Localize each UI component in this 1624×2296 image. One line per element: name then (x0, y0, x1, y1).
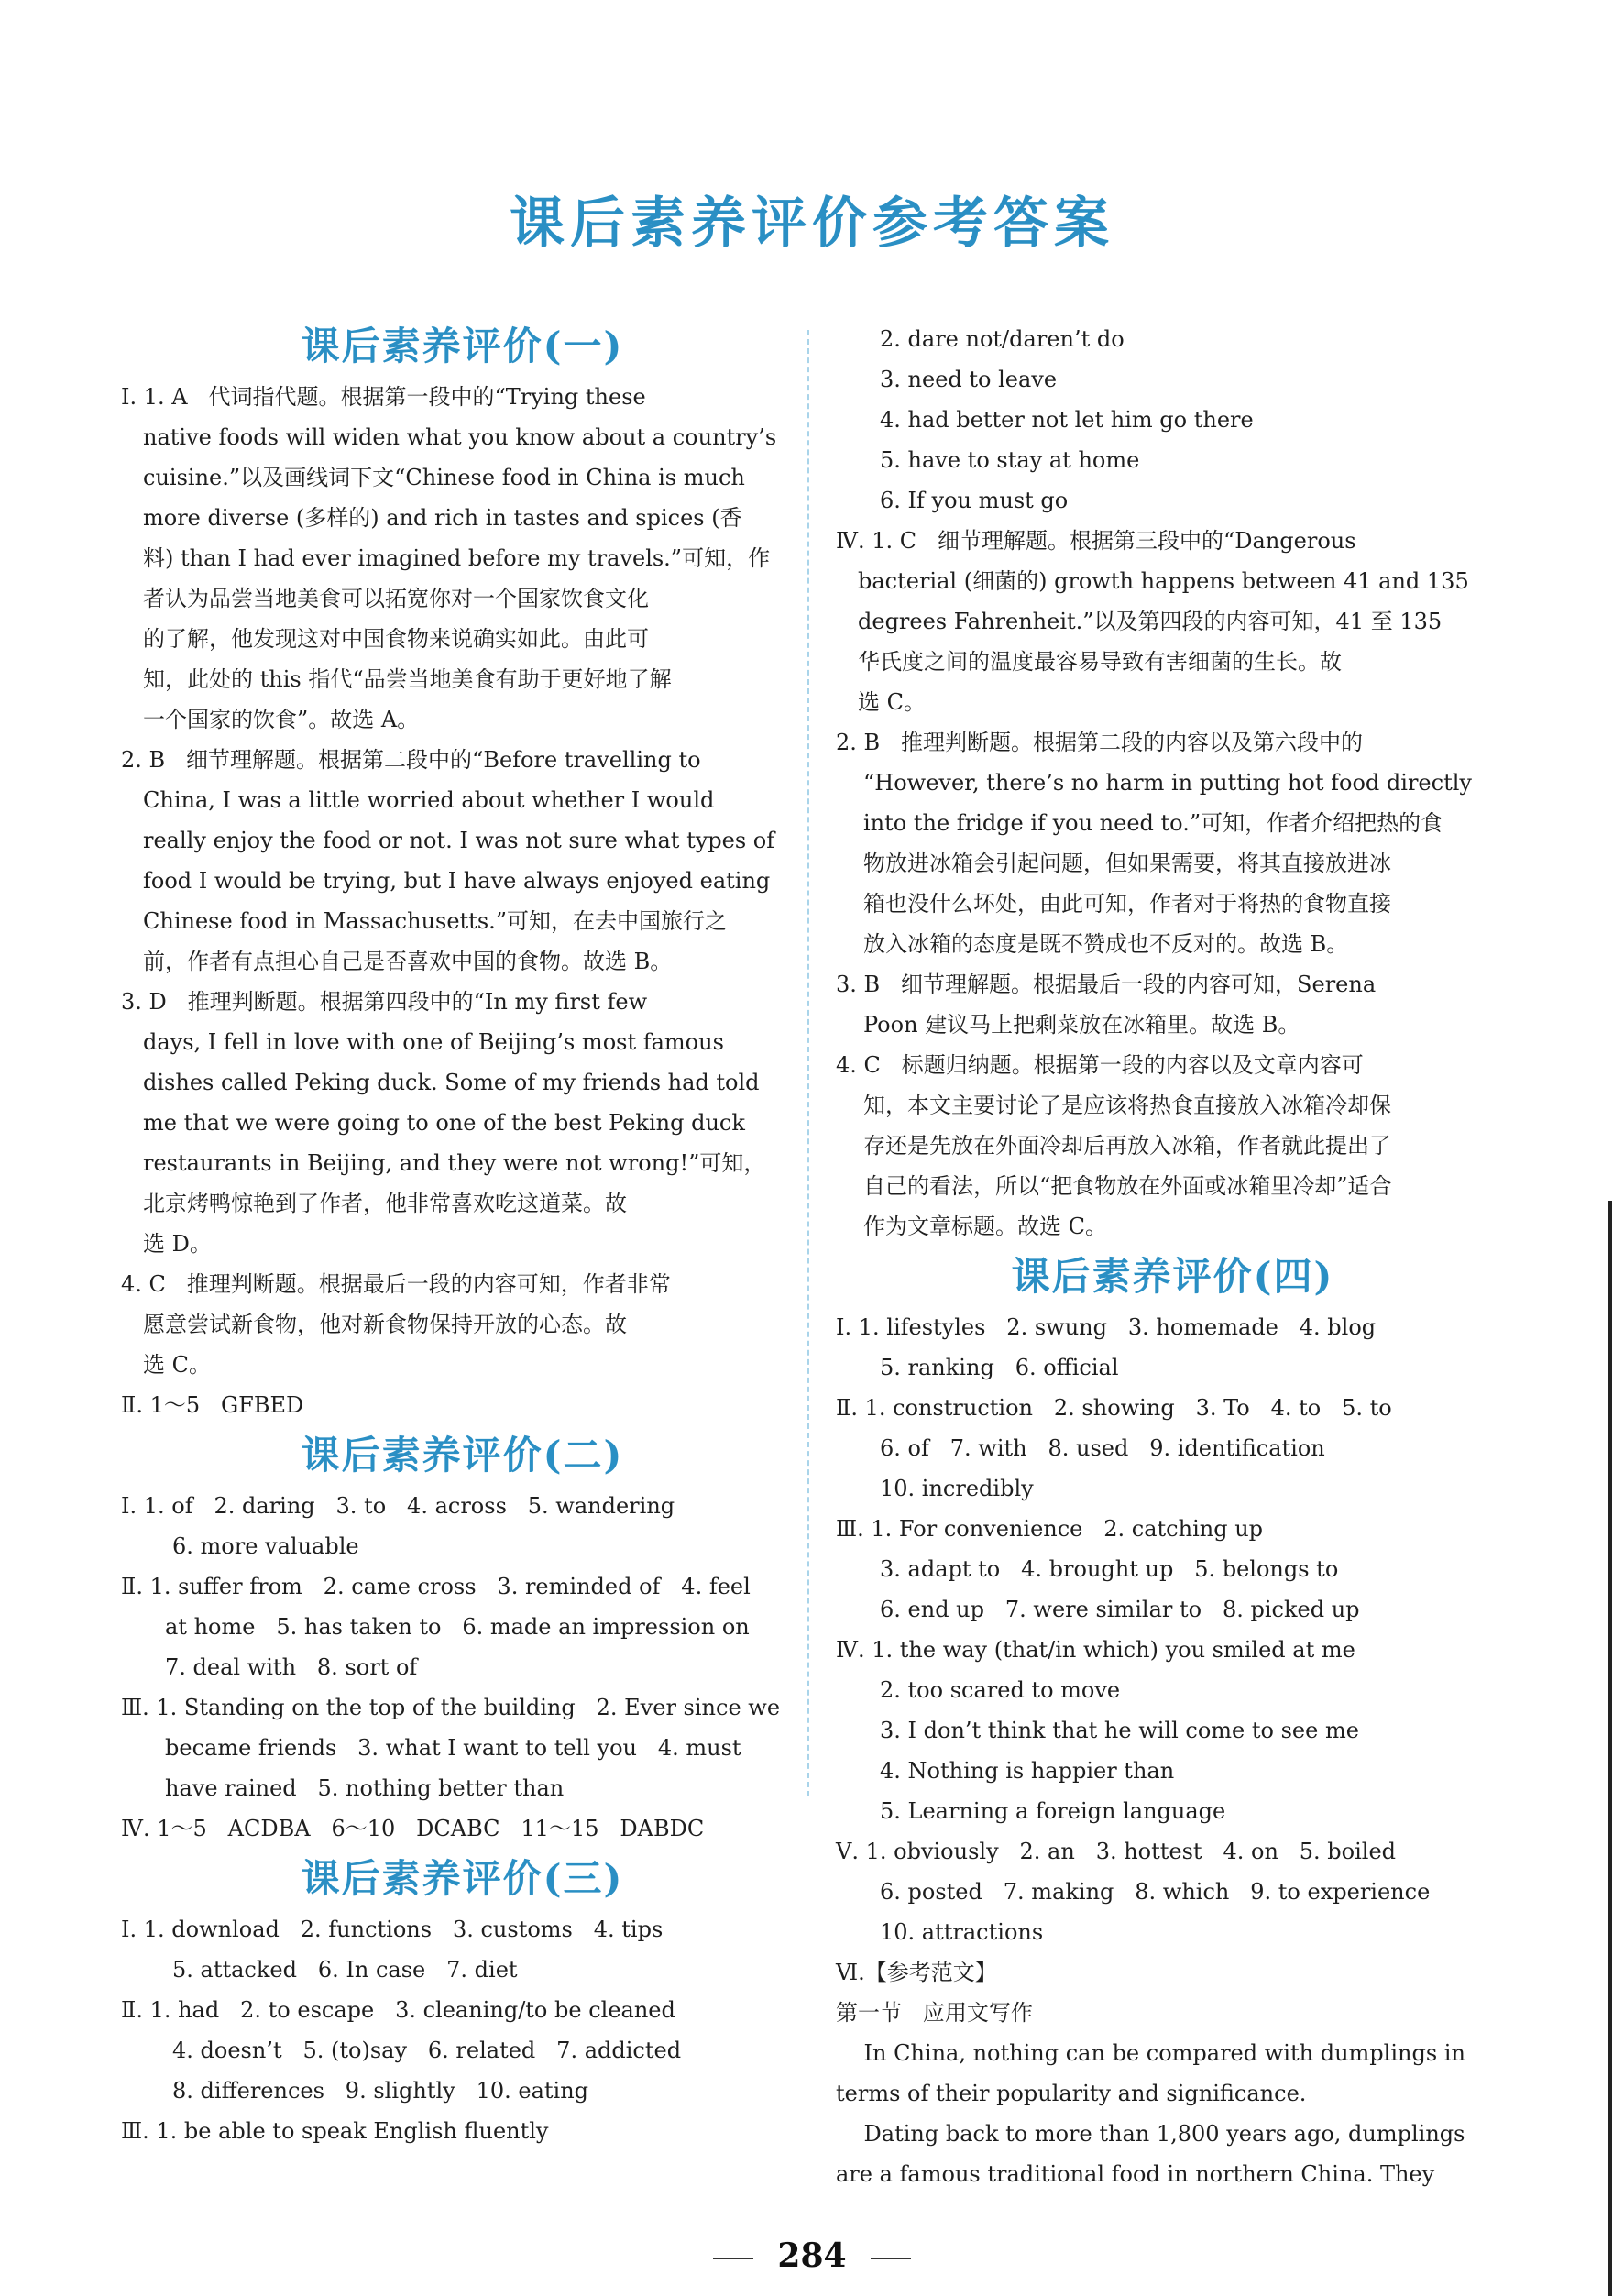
answer-continuation: food I would be trying, but I have always enjoyed eating (143, 868, 771, 894)
answer-line: Ⅱ. 1～5 GFBED (121, 1392, 304, 1418)
answer-line: 4. C 推理判断题。根据最后一段的内容可知，作者非常 (121, 1271, 671, 1297)
answer-continuation: 4. doesn’t 5. (to)say 6. related 7. addicted (172, 2038, 682, 2063)
answer-continuation: China, I was a little worried about whether I would (143, 787, 715, 813)
answer-continuation: 3. adapt to 4. brought up 5. belongs to (880, 1556, 1339, 1582)
answer-continuation: 4. had better not let him go there (880, 407, 1254, 433)
answer-continuation: 知，此处的 this 指代“品尝当地美食有助于更好地了解 (143, 666, 672, 692)
answer-continuation: 8. differences 9. slightly 10. eating (172, 2078, 589, 2104)
answer-line: Ⅲ. 1. Standing on the top of the building 2. Ever since we (121, 1695, 781, 1720)
answer-continuation: 前，作者有点担心自己是否喜欢中国的食物。故选 B。 (143, 949, 673, 974)
answer-line: Ⅰ. 1. A 代词指代题。根据第一段中的“Trying these (121, 384, 646, 410)
answer-continuation: at home 5. has taken to 6. made an impression on (165, 1614, 750, 1640)
answer-continuation: 选 D。 (143, 1231, 212, 1257)
answer-line: 4. C 标题归纳题。根据第一段的内容以及文章内容可 (836, 1052, 1364, 1078)
answer-continuation: bacterial (细菌的) growth happens between 41 and 135 (858, 568, 1469, 594)
answer-continuation: became friends 3. what I want to tell you 4. must (165, 1735, 741, 1761)
answer-continuation: 选 C。 (858, 689, 926, 715)
answer-continuation: 箱也没什么坏处，由此可知，作者对于将热的食物直接 (863, 891, 1391, 917)
answer-continuation: 3. I don’t think that he will come to see me (880, 1718, 1359, 1743)
section-title: 课后素养评价(四) (1011, 1254, 1334, 1299)
answer-continuation: 6. If you must go (880, 488, 1069, 513)
answer-continuation: 放入冰箱的态度是既不赞成也不反对的。故选 B。 (863, 931, 1349, 957)
answer-line: Ⅱ. 1. suffer from 2. came cross 3. reminded of 4. feel (121, 1574, 751, 1599)
answer-line: 3. B 细节理解题。根据最后一段的内容可知，Serena (836, 972, 1377, 997)
answer-continuation: 2. too scared to move (880, 1677, 1121, 1703)
answer-continuation: 7. deal with 8. sort of (165, 1654, 418, 1680)
answer-continuation: degrees Fahrenheit.”以及第四段的内容可知，41 至 135 (858, 609, 1443, 634)
answer-line: Ⅴ. 1. obviously 2. an 3. hottest 4. on 5. boiled (836, 1839, 1397, 1864)
answer-line: are a famous traditional food in northern China. They (836, 2161, 1435, 2187)
right-column (836, 319, 1509, 2194)
answer-line: Ⅳ. 1. the way (that/in which) you smiled at me (836, 1637, 1355, 1663)
section-title: 课后素养评价(三) (301, 1856, 624, 1901)
answer-continuation: 料) than I had ever imagined before my travels.”可知，作 (143, 545, 771, 571)
answer-continuation: native foods will widen what you know about a country’s (143, 424, 777, 450)
answer-continuation: 华氏度之间的温度最容易导致有害细菌的生长。故 (858, 649, 1342, 675)
answer-continuation: days, I fell in love with one of Beijing’s most famous (143, 1029, 724, 1055)
answer-continuation: dishes called Peking duck. Some of my friends had told (143, 1070, 760, 1095)
answer-line: Ⅳ. 1. C 细节理解题。根据第三段中的“Dangerous (836, 528, 1356, 554)
answer-continuation: 10. attractions (880, 1919, 1044, 1945)
answer-continuation: 的了解，他发现这对中国食物来说确实如此。由此可 (143, 626, 649, 652)
answer-continuation: 5. attacked 6. In case 7. diet (172, 1957, 518, 1983)
answer-line: 2. B 推理判断题。根据第二段的内容以及第六段中的 (836, 730, 1364, 755)
answer-continuation: 存还是先放在外面冷却后再放入冰箱，作者就此提出了 (863, 1133, 1391, 1159)
answer-line: Ⅱ. 1. construction 2. showing 3. To 4. to 5. to (836, 1395, 1392, 1421)
answer-line: Ⅰ. 1. download 2. functions 3. customs 4. tips (121, 1917, 664, 1942)
answer-continuation: 作为文章标题。故选 C。 (863, 1214, 1107, 1239)
answer-line: In China, nothing can be compared with dumplings in (836, 2040, 1465, 2066)
scan-edge (1608, 1201, 1612, 2296)
answer-continuation: 5. have to stay at home (880, 447, 1140, 473)
answer-line: Ⅱ. 1. had 2. to escape 3. cleaning/to be cleaned (121, 1997, 675, 2023)
left-column (121, 316, 804, 2151)
answer-line: Ⅵ.【参考范文】 (836, 1960, 997, 1985)
answer-continuation: really enjoy the food or not. I was not sure what types of (143, 828, 775, 853)
answer-continuation: 北京烤鸭惊艳到了作者，他非常喜欢吃这道菜。故 (143, 1191, 627, 1216)
answer-continuation: 选 C。 (143, 1352, 211, 1378)
answer-line: Ⅰ. 1. of 2. daring 3. to 4. across 5. wandering (121, 1493, 675, 1519)
answer-continuation: 6. posted 7. making 8. which 9. to experience (880, 1879, 1431, 1905)
answer-continuation: me that we were going to one of the best Peking duck (143, 1110, 745, 1136)
answer-continuation: 5. Learning a foreign language (880, 1798, 1226, 1824)
answer-continuation: 10. incredibly (880, 1476, 1034, 1501)
answer-continuation: cuisine.”以及画线词下文“Chinese food in China is much (143, 465, 745, 490)
answer-continuation: 一个国家的饮食”。故选 A。 (143, 707, 420, 732)
answer-continuation: 知，本文主要讨论了是应该将热食直接放入冰箱冷却保 (863, 1093, 1391, 1118)
answer-line: Dating back to more than 1,800 years ago, dumplings (836, 2121, 1465, 2147)
answer-continuation: Poon 建议马上把剩菜放在冰箱里。故选 B。 (863, 1012, 1300, 1038)
answer-continuation: have rained 5. nothing better than (165, 1775, 565, 1801)
answer-continuation: 愿意尝试新食物，他对新食物保持开放的心态。故 (143, 1312, 627, 1337)
answer-continuation: “However, there’s no harm in putting hot food directly (863, 770, 1472, 796)
answer-line: Ⅰ. 1. lifestyles 2. swung 3. homemade 4. blog (836, 1314, 1377, 1340)
answer-continuation: Chinese food in Massachusetts.”可知，在去中国旅行之 (143, 908, 728, 934)
section-title: 课后素养评价(一) (301, 324, 624, 368)
answer-continuation: 4. Nothing is happier than (880, 1758, 1175, 1784)
answer-continuation: 3. need to leave (880, 367, 1058, 392)
answer-continuation: 自己的看法，所以“把食物放在外面或冰箱里冷却”适合 (863, 1173, 1392, 1199)
answer-line: Ⅲ. 1. For convenience 2. catching up (836, 1516, 1264, 1542)
column-divider (807, 330, 809, 1796)
answer-continuation: 者认为品尝当地美食可以拓宽你对一个国家饮食文化 (143, 586, 649, 611)
page-number: 284 (777, 2236, 847, 2275)
answer-line: terms of their popularity and significance. (836, 2081, 1307, 2106)
answer-continuation: 6. end up 7. were similar to 8. picked up (880, 1597, 1360, 1622)
answer-line: 3. D 推理判断题。根据第四段中的“In my first few (121, 989, 648, 1015)
page-number-footer (0, 2236, 1624, 2275)
answer-line: 第一节 应用文写作 (836, 2000, 1033, 2026)
answer-continuation: 物放进冰箱会引起问题，但如果需要，将其直接放进冰 (863, 851, 1391, 876)
answer-continuation: 6. more valuable (172, 1533, 359, 1559)
answer-continuation: restaurants in Beijing, and they were not wrong!”可知， (143, 1150, 766, 1176)
answer-continuation: 2. dare not/daren’t do (880, 326, 1125, 352)
answer-continuation: 6. of 7. with 8. used 9. identification (880, 1435, 1325, 1461)
answer-line: Ⅲ. 1. be able to speak English fluently (121, 2118, 549, 2144)
page-title: 课后素养评价参考答案 (510, 192, 1114, 256)
answer-continuation: 5. ranking 6. official (880, 1355, 1119, 1380)
answer-continuation: more diverse (多样的) and rich in tastes and spices (香 (143, 505, 742, 531)
section-title: 课后素养评价(二) (301, 1433, 624, 1478)
answer-line: 2. B 细节理解题。根据第二段中的“Before travelling to (121, 747, 701, 773)
answer-line: Ⅳ. 1～5 ACDBA 6～10 DCABC 11～15 DABDC (121, 1816, 705, 1841)
answer-continuation: into the fridge if you need to.”可知，作者介绍把热的食 (863, 810, 1443, 836)
